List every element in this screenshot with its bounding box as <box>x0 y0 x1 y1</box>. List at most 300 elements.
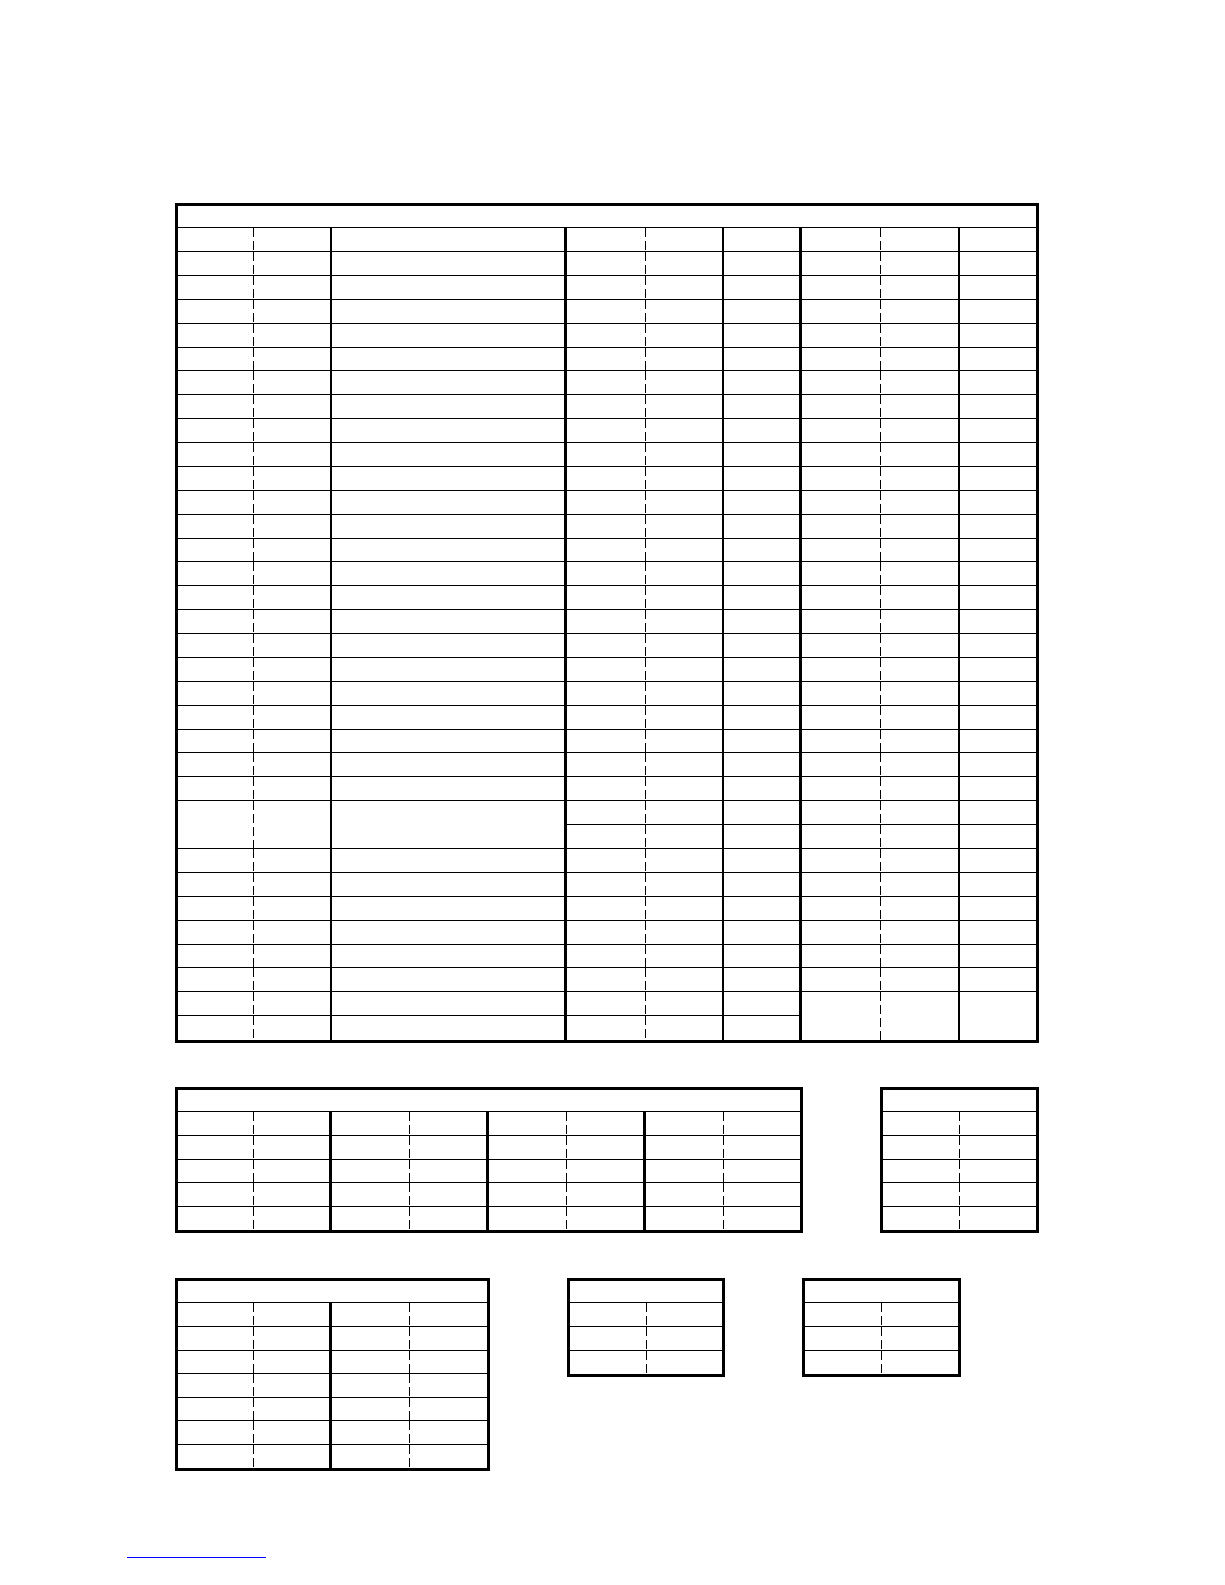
table-cell <box>881 252 960 276</box>
table-cell <box>567 634 646 658</box>
table-cell <box>567 348 646 371</box>
table-cell <box>883 1160 960 1183</box>
table-cell <box>646 491 724 515</box>
table-cell <box>724 252 802 276</box>
table-cell <box>332 777 567 801</box>
table-cell <box>960 921 1036 945</box>
table-cell <box>802 443 881 467</box>
table-cell <box>332 562 567 586</box>
table-cell <box>646 730 724 753</box>
table-cell <box>646 992 724 1016</box>
column-header <box>570 1303 647 1327</box>
table-cell <box>332 491 567 515</box>
table-cell <box>567 395 646 419</box>
table-cell <box>881 610 960 634</box>
table-cell <box>178 467 254 491</box>
table-cell <box>332 371 567 395</box>
table-cell <box>332 1160 410 1183</box>
table-cell <box>881 324 960 348</box>
table-cell <box>254 610 332 634</box>
table-cell <box>881 682 960 706</box>
table-cell <box>178 491 254 515</box>
table-cell <box>646 443 724 467</box>
column-header <box>646 228 724 252</box>
table-cell <box>254 1183 332 1207</box>
table-cell <box>178 968 254 992</box>
table-cell <box>254 1016 332 1040</box>
table-cell <box>332 610 567 634</box>
column-header <box>332 228 567 252</box>
column-header <box>724 1112 800 1136</box>
table-cell <box>254 276 332 300</box>
table-cell <box>254 419 332 443</box>
table-title <box>178 206 1036 228</box>
table-cell <box>332 753 567 777</box>
table-cell <box>881 515 960 539</box>
table-cell <box>802 921 881 945</box>
table-cell <box>646 1016 724 1040</box>
column-header <box>332 1112 410 1136</box>
table-cell <box>802 348 881 371</box>
table-cell <box>489 1183 567 1207</box>
table-cell <box>332 634 567 658</box>
table-cell <box>881 801 960 825</box>
column-header <box>647 1303 722 1327</box>
table-cell <box>332 1374 410 1398</box>
table-cell <box>332 992 567 1016</box>
table-cell <box>802 515 881 539</box>
table-cell <box>410 1183 489 1207</box>
table-cell <box>178 252 254 276</box>
table-cell <box>254 682 332 706</box>
table-cell <box>960 467 1036 491</box>
bottom-left-table <box>175 1278 490 1471</box>
table-cell <box>254 1351 332 1374</box>
table-cell <box>724 491 802 515</box>
table-cell <box>254 562 332 586</box>
column-header <box>567 228 646 252</box>
main-grid-table <box>175 203 1039 1043</box>
table-cell <box>489 1160 567 1183</box>
table-cell <box>178 300 254 324</box>
table-cell <box>254 515 332 539</box>
table-cell <box>881 873 960 897</box>
table-cell <box>254 777 332 801</box>
table-cell <box>178 586 254 610</box>
table-cell <box>802 276 881 300</box>
table-cell <box>254 300 332 324</box>
column-header <box>881 228 960 252</box>
table-title <box>570 1281 722 1303</box>
table-cell <box>567 921 646 945</box>
table-cell <box>960 300 1036 324</box>
table-cell <box>254 539 332 562</box>
table-cell <box>960 515 1036 539</box>
table-cell <box>489 1207 567 1230</box>
lower-right-table <box>880 1087 1039 1233</box>
column-header <box>802 228 881 252</box>
table-cell <box>178 753 254 777</box>
column-header <box>410 1303 487 1327</box>
merged-cell <box>960 992 1036 1040</box>
merged-cell <box>178 801 254 849</box>
table-cell <box>410 1445 487 1468</box>
table-cell <box>724 849 802 873</box>
table-cell <box>724 348 802 371</box>
table-cell <box>410 1421 487 1445</box>
table-cell <box>881 586 960 610</box>
table-cell <box>254 443 332 467</box>
table-cell <box>724 610 802 634</box>
table-cell <box>567 849 646 873</box>
table-cell <box>802 825 881 849</box>
table-cell <box>567 324 646 348</box>
table-cell <box>332 419 567 443</box>
table-cell <box>960 562 1036 586</box>
table-cell <box>647 1327 722 1351</box>
table-cell <box>332 849 567 873</box>
table-cell <box>567 539 646 562</box>
table-cell <box>881 371 960 395</box>
table-cell <box>881 348 960 371</box>
table-cell <box>802 300 881 324</box>
table-cell <box>646 371 724 395</box>
table-cell <box>567 992 646 1016</box>
table-cell <box>724 515 802 539</box>
table-cell <box>178 992 254 1016</box>
column-header <box>805 1303 882 1327</box>
table-cell <box>647 1351 722 1374</box>
table-cell <box>724 419 802 443</box>
table-cell <box>178 777 254 801</box>
table-cell <box>881 849 960 873</box>
table-cell <box>724 467 802 491</box>
table-cell <box>332 1207 410 1230</box>
table-cell <box>567 658 646 682</box>
table-cell <box>960 634 1036 658</box>
table-cell <box>960 586 1036 610</box>
table-cell <box>254 921 332 945</box>
table-cell <box>724 753 802 777</box>
lower-wide-table <box>175 1087 803 1233</box>
table-cell <box>724 634 802 658</box>
table-cell <box>254 467 332 491</box>
table-cell <box>882 1351 958 1374</box>
table-cell <box>646 921 724 945</box>
table-cell <box>567 730 646 753</box>
table-cell <box>332 539 567 562</box>
column-header <box>254 228 332 252</box>
table-title <box>883 1090 1036 1112</box>
table-cell <box>332 730 567 753</box>
table-cell <box>567 467 646 491</box>
table-cell <box>254 1374 332 1398</box>
table-cell <box>178 634 254 658</box>
table-cell <box>254 658 332 682</box>
table-cell <box>802 777 881 801</box>
table-cell <box>724 825 802 849</box>
table-cell <box>960 491 1036 515</box>
table-cell <box>567 801 646 825</box>
table-cell <box>332 968 567 992</box>
table-cell <box>332 1351 410 1374</box>
table-cell <box>646 753 724 777</box>
table-cell <box>646 945 724 968</box>
table-cell <box>332 276 567 300</box>
table-cell <box>567 443 646 467</box>
table-cell <box>882 1327 958 1351</box>
table-cell <box>802 801 881 825</box>
table-cell <box>881 395 960 419</box>
table-cell <box>332 1136 410 1160</box>
table-cell <box>802 730 881 753</box>
table-cell <box>178 1398 254 1421</box>
table-cell <box>646 849 724 873</box>
table-cell <box>567 562 646 586</box>
table-cell <box>802 467 881 491</box>
table-cell <box>881 634 960 658</box>
table-cell <box>567 610 646 634</box>
table-cell <box>254 1160 332 1183</box>
column-header <box>646 1112 724 1136</box>
table-cell <box>567 300 646 324</box>
table-cell <box>724 586 802 610</box>
table-cell <box>567 777 646 801</box>
merged-cell <box>332 801 567 849</box>
table-cell <box>802 634 881 658</box>
table-cell <box>178 610 254 634</box>
table-cell <box>724 730 802 753</box>
table-cell <box>724 300 802 324</box>
table-cell <box>802 753 881 777</box>
table-cell <box>805 1327 882 1351</box>
table-cell <box>960 1207 1036 1230</box>
table-cell <box>960 730 1036 753</box>
table-cell <box>332 324 567 348</box>
table-cell <box>802 419 881 443</box>
table-cell <box>178 1421 254 1445</box>
table-cell <box>570 1327 647 1351</box>
table-cell <box>802 849 881 873</box>
table-cell <box>567 825 646 849</box>
table-cell <box>881 467 960 491</box>
table-cell <box>567 1183 646 1207</box>
table-cell <box>254 1207 332 1230</box>
table-cell <box>178 443 254 467</box>
table-cell <box>332 1327 410 1351</box>
column-header <box>882 1303 958 1327</box>
table-cell <box>802 897 881 921</box>
table-cell <box>254 252 332 276</box>
table-cell <box>410 1327 487 1351</box>
column-header <box>724 228 802 252</box>
table-cell <box>332 395 567 419</box>
table-cell <box>178 1327 254 1351</box>
table-cell <box>489 1136 567 1160</box>
table-cell <box>802 682 881 706</box>
table-cell <box>646 515 724 539</box>
table-cell <box>960 658 1036 682</box>
table-cell <box>332 921 567 945</box>
table-cell <box>332 1016 567 1040</box>
table-cell <box>960 324 1036 348</box>
table-cell <box>960 539 1036 562</box>
table-cell <box>254 1327 332 1351</box>
table-cell <box>332 348 567 371</box>
table-cell <box>254 586 332 610</box>
column-header <box>254 1303 332 1327</box>
table-cell <box>254 849 332 873</box>
table-cell <box>567 968 646 992</box>
table-cell <box>724 562 802 586</box>
table-cell <box>724 801 802 825</box>
table-cell <box>646 777 724 801</box>
column-header <box>489 1112 567 1136</box>
bottom-right-table <box>802 1278 961 1377</box>
table-cell <box>254 730 332 753</box>
table-cell <box>178 682 254 706</box>
table-cell <box>960 777 1036 801</box>
table-cell <box>567 371 646 395</box>
table-cell <box>960 419 1036 443</box>
table-cell <box>332 897 567 921</box>
table-cell <box>724 1136 800 1160</box>
table-cell <box>567 753 646 777</box>
table-cell <box>567 276 646 300</box>
table-cell <box>646 968 724 992</box>
table-cell <box>178 706 254 730</box>
table-cell <box>332 1445 410 1468</box>
column-header <box>254 1112 332 1136</box>
table-cell <box>881 562 960 586</box>
column-header <box>410 1112 489 1136</box>
table-cell <box>646 682 724 706</box>
table-cell <box>960 682 1036 706</box>
table-cell <box>960 945 1036 968</box>
table-cell <box>254 634 332 658</box>
table-cell <box>254 491 332 515</box>
table-cell <box>332 443 567 467</box>
table-cell <box>178 849 254 873</box>
table-cell <box>646 1160 724 1183</box>
table-cell <box>881 825 960 849</box>
table-cell <box>178 1160 254 1183</box>
table-cell <box>802 371 881 395</box>
table-cell <box>410 1207 489 1230</box>
table-cell <box>332 682 567 706</box>
table-cell <box>332 515 567 539</box>
table-cell <box>960 276 1036 300</box>
table-cell <box>805 1351 882 1374</box>
table-cell <box>567 515 646 539</box>
column-header <box>960 228 1036 252</box>
table-cell <box>883 1183 960 1207</box>
table-cell <box>802 562 881 586</box>
hyperlink[interactable] <box>127 1552 266 1558</box>
table-cell <box>960 395 1036 419</box>
table-cell <box>724 1160 800 1183</box>
table-cell <box>960 610 1036 634</box>
table-cell <box>724 873 802 897</box>
table-cell <box>567 1136 646 1160</box>
table-cell <box>567 252 646 276</box>
table-cell <box>332 706 567 730</box>
table-cell <box>646 276 724 300</box>
table-cell <box>178 276 254 300</box>
table-cell <box>724 539 802 562</box>
table-cell <box>646 1136 724 1160</box>
table-cell <box>646 1183 724 1207</box>
merged-cell <box>881 992 960 1040</box>
table-cell <box>567 706 646 730</box>
table-cell <box>332 873 567 897</box>
table-cell <box>724 897 802 921</box>
table-cell <box>802 491 881 515</box>
table-cell <box>724 658 802 682</box>
table-cell <box>332 1183 410 1207</box>
table-cell <box>254 1421 332 1445</box>
table-cell <box>724 945 802 968</box>
bottom-middle-table <box>567 1278 725 1377</box>
table-cell <box>332 467 567 491</box>
table-cell <box>724 1183 800 1207</box>
table-cell <box>646 801 724 825</box>
table-cell <box>960 1136 1036 1160</box>
table-cell <box>254 1136 332 1160</box>
table-cell <box>883 1136 960 1160</box>
table-cell <box>881 753 960 777</box>
table-cell <box>881 276 960 300</box>
table-cell <box>881 658 960 682</box>
table-cell <box>960 968 1036 992</box>
table-cell <box>960 252 1036 276</box>
table-cell <box>178 730 254 753</box>
table-cell <box>410 1374 487 1398</box>
table-cell <box>410 1398 487 1421</box>
column-header <box>178 228 254 252</box>
table-cell <box>178 1445 254 1468</box>
table-cell <box>646 252 724 276</box>
table-cell <box>881 945 960 968</box>
table-cell <box>960 1183 1036 1207</box>
table-cell <box>178 1374 254 1398</box>
table-cell <box>960 1160 1036 1183</box>
table-cell <box>567 873 646 897</box>
table-cell <box>254 371 332 395</box>
table-cell <box>646 419 724 443</box>
table-cell <box>567 419 646 443</box>
table-cell <box>178 1016 254 1040</box>
table-cell <box>254 348 332 371</box>
table-cell <box>178 395 254 419</box>
table-cell <box>254 968 332 992</box>
table-cell <box>178 515 254 539</box>
table-cell <box>646 1207 724 1230</box>
table-cell <box>567 1207 646 1230</box>
table-cell <box>960 873 1036 897</box>
table-cell <box>881 730 960 753</box>
table-cell <box>178 921 254 945</box>
table-cell <box>724 276 802 300</box>
table-cell <box>724 1207 800 1230</box>
table-cell <box>960 849 1036 873</box>
table-cell <box>883 1207 960 1230</box>
table-cell <box>332 586 567 610</box>
table-title <box>805 1281 958 1303</box>
table-cell <box>724 992 802 1016</box>
column-header <box>178 1112 254 1136</box>
table-cell <box>410 1136 489 1160</box>
